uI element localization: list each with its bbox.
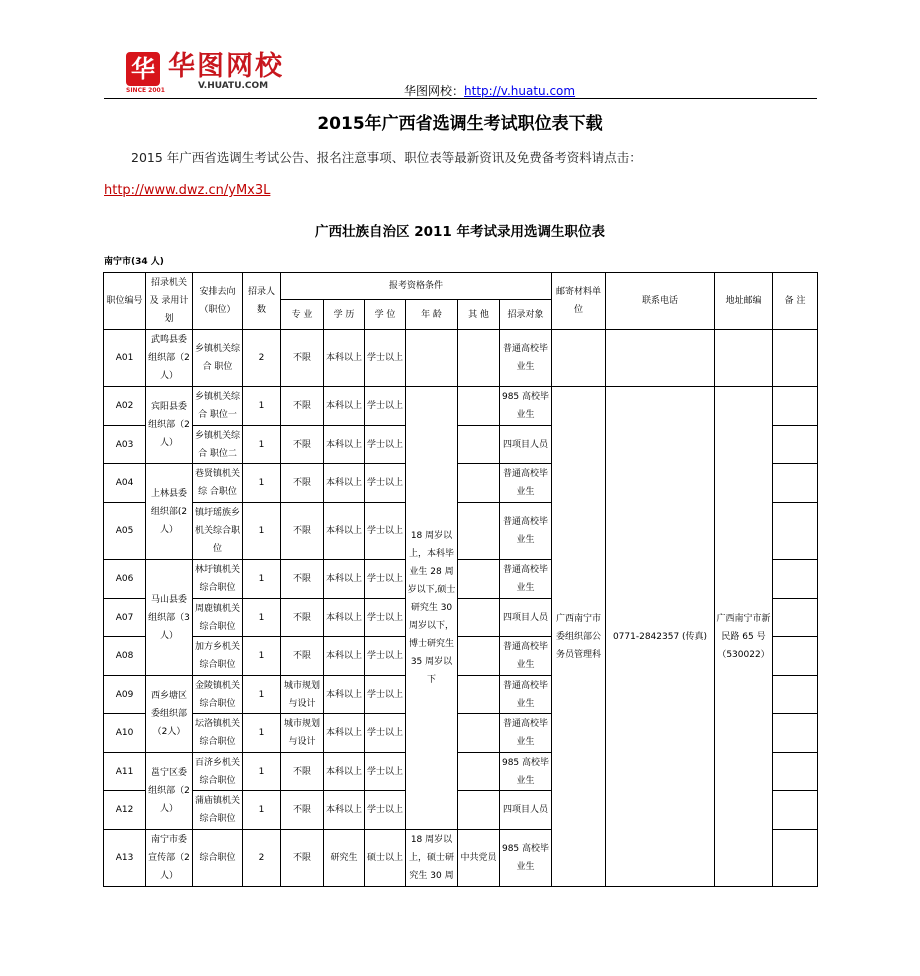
col-remark: 备 注 — [773, 273, 818, 330]
col-degree: 学 位 — [365, 300, 406, 330]
table-row: A09 西乡塘区委组织部（2人） 金陵镇机关综合职位 1 城市规划与设计 本科以上 学士以上 普通高校毕业生 — [104, 676, 818, 714]
col-dest: 安排去向（职位） — [193, 273, 243, 330]
header-site — [404, 82, 575, 99]
table-row: A11 邕宁区委组织部（2人） 百济乡机关综合职位 1 不限 本科以上 学士以上 985 高校毕业生 — [104, 753, 818, 791]
table-row: A04 上林县委组织部(2人） 巷贤镇机关综 合职位 1 不限 本科以上 学士以上 普通高校毕业生 — [104, 464, 818, 503]
col-phone: 联系电话 — [606, 273, 715, 330]
col-conditions: 报考资格条件 — [281, 273, 552, 300]
col-code: 职位编号 — [104, 273, 146, 330]
org-cell: 西乡塘区委组织部（2人） — [146, 676, 193, 753]
page-title: 2015年广西省选调生考试职位表下载 — [317, 114, 603, 134]
table-title: 广西壮族自治区 2011 年考试录用选调生职位表 — [315, 224, 605, 240]
table-row: A10 坛洛镇机关综合职位 1 城市规划与设计 本科以上 学士以上 普通高校毕业生 — [104, 714, 818, 753]
col-address: 地址邮编 — [715, 273, 773, 330]
header-divider — [104, 98, 817, 99]
header-site-label: 华图网校： — [404, 84, 465, 98]
table-row: A02 宾阳县委组织部（2人） 乡镇机关综合 职位一 1 不限 本科以上 学士以上 18 周岁以上，本科毕业生 28 周岁以下,硕士研究生 30 周岁以下，博士研究生 35 周岁以下 985 高校毕业生 广西南宁市委组织部公务员管理科 0771-2842357 (传真) 广西南宁市新民路 65 号（530022） — [104, 387, 818, 426]
org-cell: 南宁市委宣传部（2人） — [146, 830, 193, 887]
col-target: 招录对象 — [500, 300, 552, 330]
table-row: A07 周鹿镇机关综合职位 1 不限 本科以上 学士以上 四项目人员 — [104, 599, 818, 637]
header-site-link[interactable]: http://v.huatu.com — [464, 84, 576, 98]
org-cell: 马山县委组织部（3人） — [146, 560, 193, 676]
region-label: 南宁市(34 人) — [104, 257, 164, 267]
org-cell: 武鸣县委组织部（2人） — [146, 330, 193, 387]
age-cell: 18 周岁以上，硕士研究生 30 周 — [406, 830, 458, 887]
org-cell: 邕宁区委组织部（2人） — [146, 753, 193, 830]
huatu-logo — [126, 52, 306, 94]
col-major: 专 业 — [281, 300, 324, 330]
logo-url: V.HUATU.COM — [198, 81, 269, 91]
logo-name: 华图网校 — [168, 51, 284, 82]
table-row: A08 加方乡机关综合职位 1 不限 本科以上 学士以上 普通高校毕业生 — [104, 637, 818, 676]
mail-unit-cell: 广西南宁市委组织部公务员管理科 — [552, 387, 606, 887]
table-row: A03 乡镇机关综合 职位二 1 不限 本科以上 学士以上 四项目人员 — [104, 426, 818, 464]
table-row: A13 南宁市委宣传部（2人） 综合职位 2 不限 研究生 硕士以上 18 周岁以上，硕士研究生 30 周 中共党员 985 高校毕业生 — [104, 830, 818, 887]
intro-link[interactable]: http://www.dwz.cn/yMx3L — [104, 183, 271, 198]
col-mail: 邮寄材料单位 — [552, 273, 606, 330]
org-cell: 宾阳县委组织部（2人） — [146, 387, 193, 464]
logo-since: SINCE 2001 — [126, 87, 165, 94]
org-cell: 上林县委组织部(2人） — [146, 464, 193, 560]
logo-mark-icon: 华 — [126, 52, 160, 86]
intro-text: 2015 年广西省选调生考试公告、报名注意事项、职位表等最新资讯及免费备考资料请点击： — [131, 150, 642, 165]
table-row: A12 蒲庙镇机关综合职位 1 不限 本科以上 学士以上 四项目人员 — [104, 791, 818, 830]
col-org: 招录机关及 录用计划 — [146, 273, 193, 330]
age-cell: 18 周岁以上，本科毕业生 28 周岁以下,硕士研究生 30 周岁以下，博士研究生 35 周岁以下 — [406, 387, 458, 830]
address-cell: 广西南宁市新民路 65 号（530022） — [715, 387, 773, 887]
phone-cell: 0771-2842357 (传真) — [606, 387, 715, 887]
col-other: 其 他 — [458, 300, 500, 330]
table-row: A01 武鸣县委组织部（2人） 乡镇机关综合 职位 2 不限 本科以上 学士以上 普通高校毕业生 — [104, 330, 818, 387]
col-edu: 学 历 — [324, 300, 365, 330]
table-row: A05 镇圩瑶族乡机关综合职位 1 不限 本科以上 学士以上 普通高校毕业生 — [104, 503, 818, 560]
table-row: A06 马山县委组织部（3人） 林圩镇机关综合职位 1 不限 本科以上 学士以上 普通高校毕业生 — [104, 560, 818, 599]
position-table — [103, 272, 818, 887]
col-count: 招录人数 — [243, 273, 281, 330]
col-age: 年 龄 — [406, 300, 458, 330]
